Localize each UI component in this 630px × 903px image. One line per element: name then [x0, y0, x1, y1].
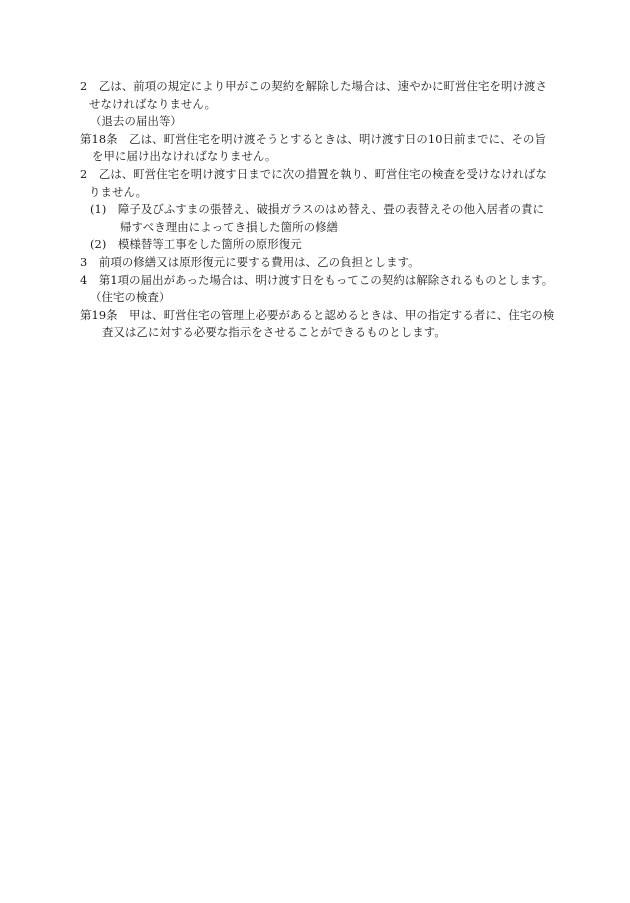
article-19: 第19条 甲は、町営住宅の管理上必要があると認めるときは、甲の指定する者に、住宅の検査又は乙に対する必要な指示をさせることができるものとします。 — [80, 307, 555, 340]
paragraph-18-4: 4 第1項の届出があった場合は、明け渡す日をもってこの契約は解除されるものとします。 — [80, 272, 554, 287]
paragraph-18-3: 3 前項の修繕又は原形復元に要する費用は、乙の負担とします。 — [80, 254, 420, 269]
article-18: 第18条 乙は、町営住宅を明け渡そうとするときは、明け渡す日の10日前までに、その旨を甲に届け出なければなりません。 — [80, 131, 547, 164]
paragraph-18-2: 2 乙は、町営住宅を明け渡す日までに次の措置を執り、町営住宅の検査を受けなければなりません。 — [80, 166, 547, 199]
document-body — [80, 78, 555, 342]
item-18-2-2: (2) 模様替等工事をした箇所の原形復元 — [90, 237, 302, 252]
heading-withdrawal-notice: （退去の届出等） — [90, 114, 182, 129]
heading-housing-inspection: （住宅の検査） — [90, 290, 171, 305]
item-18-2-1: (1) 障子及びふすまの張替え、破損ガラスのはめ替え、畳の表替えその他入居者の責に帰すべき理由によってき損した箇所の修繕 — [90, 202, 545, 234]
paragraph-17-2: 2 乙は、前項の規定により甲がこの契約を解除した場合は、速やかに町営住宅を明け渡させなければなりません。 — [80, 79, 547, 111]
